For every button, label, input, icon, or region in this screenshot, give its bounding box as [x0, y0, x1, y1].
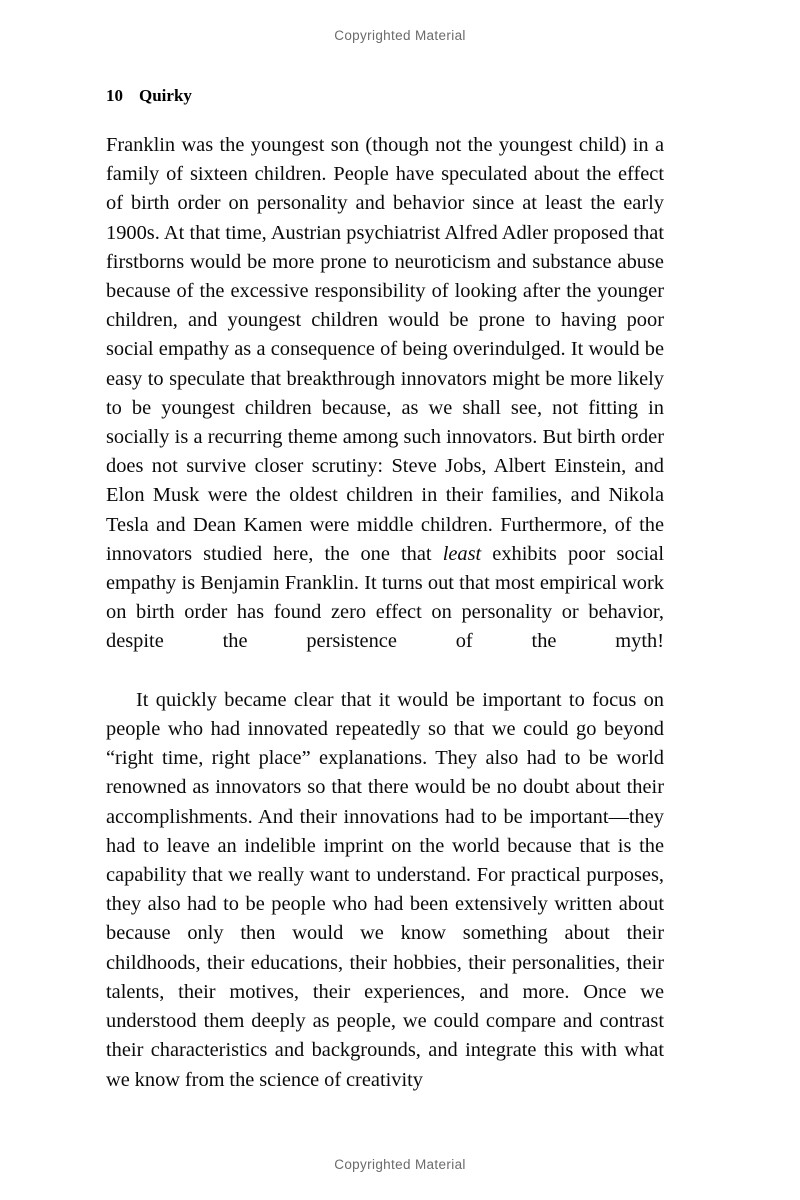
- running-head: [106, 86, 192, 106]
- chapter-title: Quirky: [139, 86, 192, 105]
- body-textblock: [106, 131, 664, 1095]
- paragraph-1-text-before-emphasis: Franklin was the youngest son (though not the youngest child) in a family of sixteen children. People have speculated about the effect of birth order on personality and behavior since at least the early 1900s. At that time, Austrian psychiatrist Alfred Adler proposed that firstborns would be more prone to neuroticism and substance abuse because of the excessive responsibility of looking after the younger children, and youngest children would be prone to having poor social empathy as a consequence of being overindulged. It would be easy to speculate that breakthrough innovators might be more likely to be youngest children because, as we shall see, not fitting in socially is a recurring theme among such innovators. But birth order does not survive closer scrutiny: Steve Jobs, Albert Einstein, and Elon Musk were the oldest children in their families, and Nikola Tesla and Dean Kamen were middle children. Furthermore, of the innovators studied here, the one that: [106, 134, 664, 565]
- page-number: 10: [106, 86, 123, 105]
- copyright-watermark-bottom: Copyrighted Material: [334, 1157, 466, 1172]
- emphasis-least: least: [442, 542, 482, 565]
- copyright-watermark-top: Copyrighted Material: [334, 28, 466, 43]
- paragraph-1-text-after-emphasis: exhibits poor social empathy is Benjamin Franklin. It turns out that most empirical work on birth order has found zero effect on personality or behavior, despite the persistence of the myth!: [106, 542, 664, 653]
- paragraph-2: It quickly became clear that it would be important to focus on people who had innovated repeatedly so that we could go beyond “right time, right place” explanations. They also had to be world renowned as innovators so that there would be no doubt about their accomplishments. And their innovations had to be important—they had to leave an indelible imprint on the world because that is the capability that we really want to understand. For practical purposes, they also had to be people who had been extensively written about because only then would we know something about their childhoods, their educations, their hobbies, their personalities, their talents, their motives, their experiences, and more. Once we understood them deeply as people, we could compare and contrast their characteristics and backgrounds, and integrate this with what we know from the science of creativity: [106, 688, 664, 1091]
- paragraph-1: [106, 131, 664, 686]
